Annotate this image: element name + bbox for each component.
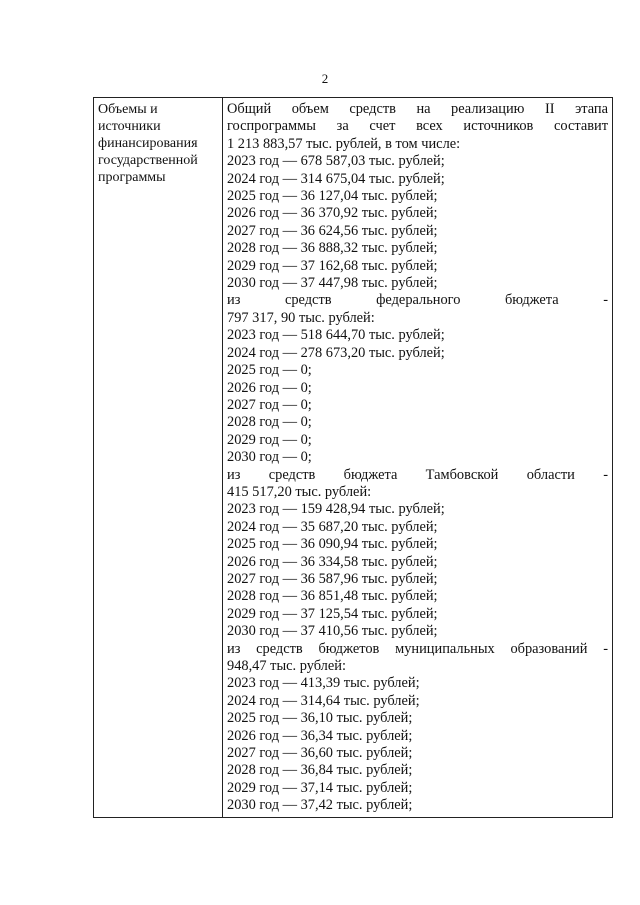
regional-year-line: 2023 год — 159 428,94 тыс. рублей; (227, 501, 445, 518)
federal-amount-line: 797 317, 90 тыс. рублей: (227, 309, 375, 326)
federal-year-line: 2027 год — 0; (227, 396, 312, 413)
section-label-line: Объемы и (98, 102, 158, 117)
municipal-amount-line: 948,47 тыс. рублей: (227, 658, 346, 674)
federal-year-line: 2030 год — 0; (227, 449, 312, 466)
regional-year-line: 2030 год — 37 410,56 тыс. рублей; (227, 623, 438, 640)
municipal-year-line: 2023 год — 413,39 тыс. рублей; (227, 675, 420, 692)
section-label-line: государственной (98, 153, 198, 168)
total-year-line: 2029 год — 37 162,68 тыс. рублей; (227, 257, 438, 274)
federal-year-line: 2025 год — 0; (227, 362, 312, 379)
federal-block (227, 292, 608, 466)
federal-year-line: 2028 год — 0; (227, 414, 312, 431)
federal-year-line: 2024 год — 278 673,20 тыс. рублей; (227, 344, 445, 361)
page-number: 2 (321, 71, 329, 86)
total-intro-line: госпрограммы за счет всех источников составит (227, 118, 608, 135)
total-intro-line: Общий объем средств на реализацию II этапа (227, 101, 608, 117)
total-year-line: 2023 год — 678 587,03 тыс. рублей; (227, 153, 445, 170)
municipal-year-line: 2028 год — 36,84 тыс. рублей; (227, 762, 413, 779)
regional-year-line: 2027 год — 36 587,96 тыс. рублей; (227, 570, 438, 587)
regional-amount-line: 415 517,20 тыс. рублей: (227, 483, 372, 500)
regional-intro-line: из средств бюджета Тамбовской области - (227, 466, 608, 483)
total-year-line: 2028 год — 36 888,32 тыс. рублей; (227, 240, 438, 257)
section-label-line: программы (98, 170, 166, 185)
municipal-year-line: 2029 год — 37,14 тыс. рублей; (227, 779, 413, 796)
regional-year-line: 2029 год — 37 125,54 тыс. рублей; (227, 605, 438, 622)
federal-year-line: 2023 год — 518 644,70 тыс. рублей; (227, 327, 445, 344)
municipal-intro-line: из средств бюджетов муниципальных образований - (227, 640, 608, 657)
section-label-line: источники (98, 119, 161, 134)
federal-year-line: 2029 год — 0; (227, 431, 312, 448)
total-year-line: 2025 год — 36 127,04 тыс. рублей; (227, 188, 438, 205)
total-year-line: 2026 год — 36 370,92 тыс. рублей; (227, 205, 438, 222)
regional-year-line: 2025 год — 36 090,94 тыс. рублей; (227, 536, 438, 553)
municipal-year-line: 2026 год — 36,34 тыс. рублей; (227, 727, 413, 744)
total-amount-line: 1 213 883,57 тыс. рублей, в том числе: (227, 135, 461, 152)
municipal-year-line: 2024 год — 314,64 тыс. рублей; (227, 692, 420, 709)
financing-table (93, 97, 613, 818)
municipal-block (227, 641, 608, 815)
section-label-line: финансирования (98, 136, 198, 151)
financing-row (94, 98, 613, 818)
regional-block (227, 467, 608, 641)
total-year-line: 2027 год — 36 624,56 тыс. рублей; (227, 222, 438, 239)
total-block (227, 101, 608, 292)
total-year-line: 2024 год — 314 675,04 тыс. рублей; (227, 170, 445, 187)
regional-year-line: 2026 год — 36 334,58 тыс. рублей; (227, 553, 438, 570)
municipal-year-line: 2030 год — 37,42 тыс. рублей; (227, 797, 413, 814)
regional-year-line: 2024 год — 35 687,20 тыс. рублей; (227, 518, 438, 535)
financing-content-cell (223, 98, 613, 818)
federal-intro-line: из средств федерального бюджета - (227, 292, 608, 309)
municipal-year-line: 2025 год — 36,10 тыс. рублей; (227, 710, 413, 727)
section-label-cell (94, 98, 223, 818)
federal-year-line: 2026 год — 0; (227, 379, 312, 396)
municipal-year-line: 2027 год — 36,60 тыс. рублей; (227, 745, 413, 762)
total-year-line: 2030 год — 37 447,98 тыс. рублей; (227, 275, 438, 292)
regional-year-line: 2028 год — 36 851,48 тыс. рублей; (227, 588, 438, 605)
